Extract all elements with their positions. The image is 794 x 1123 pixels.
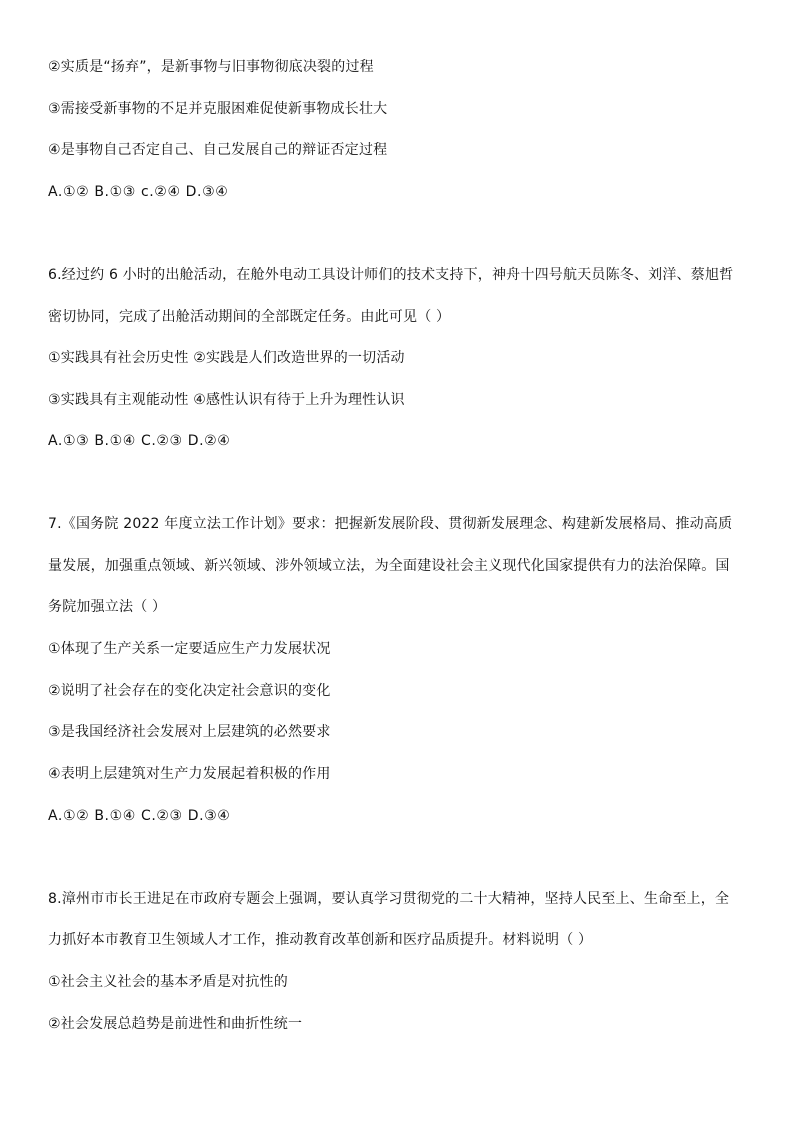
q5-option-3: ③需接受新事物的不足并克服困难促使新事物成长壮大 — [48, 101, 388, 117]
q8-option-1: ①社会主义社会的基本矛盾是对抗性的 — [48, 974, 288, 990]
q7-option-2: ②说明了社会存在的变化决定社会意识的变化 — [48, 683, 331, 699]
q6-stem-line-1: 6.经过约 6 小时的出舱活动，在舱外电动工具设计师们的技术支持下，神舟十四号航天员陈冬、刘洋、蔡旭哲 — [48, 267, 734, 283]
q7-stem-line-3: 务院加强立法（ ） — [48, 599, 167, 615]
q7-answer-choices: A.①② B.①④ C.②③ D.③④ — [48, 808, 231, 824]
q8-option-2: ②社会发展总趋势是前进性和曲折性统一 — [48, 1016, 303, 1032]
q6-answer-choices: A.①③ B.①④ C.②③ D.②④ — [48, 433, 231, 449]
q7-stem-line-1: 7.《国务院 2022 年度立法工作计划》要求：把握新发展阶段、贯彻新发展理念、构建新发展格局、推动高质 — [48, 516, 733, 532]
q8-stem-line-1: 8.漳州市市长王进足在市政府专题会上强调，要认真学习贯彻党的二十大精神，坚持人民至上、生命至上，全 — [48, 891, 730, 907]
q5-answer-choices: A.①② B.①③ c.②④ D.③④ — [48, 184, 229, 200]
q8-stem-line-2: 力抓好本市教育卫生领域人才工作，推动教育改革创新和医疗品质提升。材料说明（ ） — [48, 932, 593, 948]
q7-option-1: ①体现了生产关系一定要适应生产力发展状况 — [48, 641, 331, 657]
q5-option-2: ②实质是“扬弃”，是新事物与旧事物彻底决裂的过程 — [48, 59, 374, 75]
q5-option-4: ④是事物自己否定自己、自己发展自己的辩证否定过程 — [48, 142, 388, 158]
q7-option-3: ③是我国经济社会发展对上层建筑的必然要求 — [48, 724, 331, 740]
q6-options-line-2: ③实践具有主观能动性 ④感性认识有待于上升为理性认识 — [48, 392, 405, 408]
q6-stem-line-2: 密切协同，完成了出舱活动期间的全部既定任务。由此可见（ ） — [48, 309, 451, 325]
q7-option-4: ④表明上层建筑对生产力发展起着积极的作用 — [48, 766, 331, 782]
q6-options-line-1: ①实践具有社会历史性 ②实践是人们改造世界的一切活动 — [48, 350, 405, 366]
q7-stem-line-2: 量发展，加强重点领域、新兴领域、涉外领域立法，为全面建设社会主义现代化国家提供有力的法治保障。国 — [48, 558, 730, 574]
